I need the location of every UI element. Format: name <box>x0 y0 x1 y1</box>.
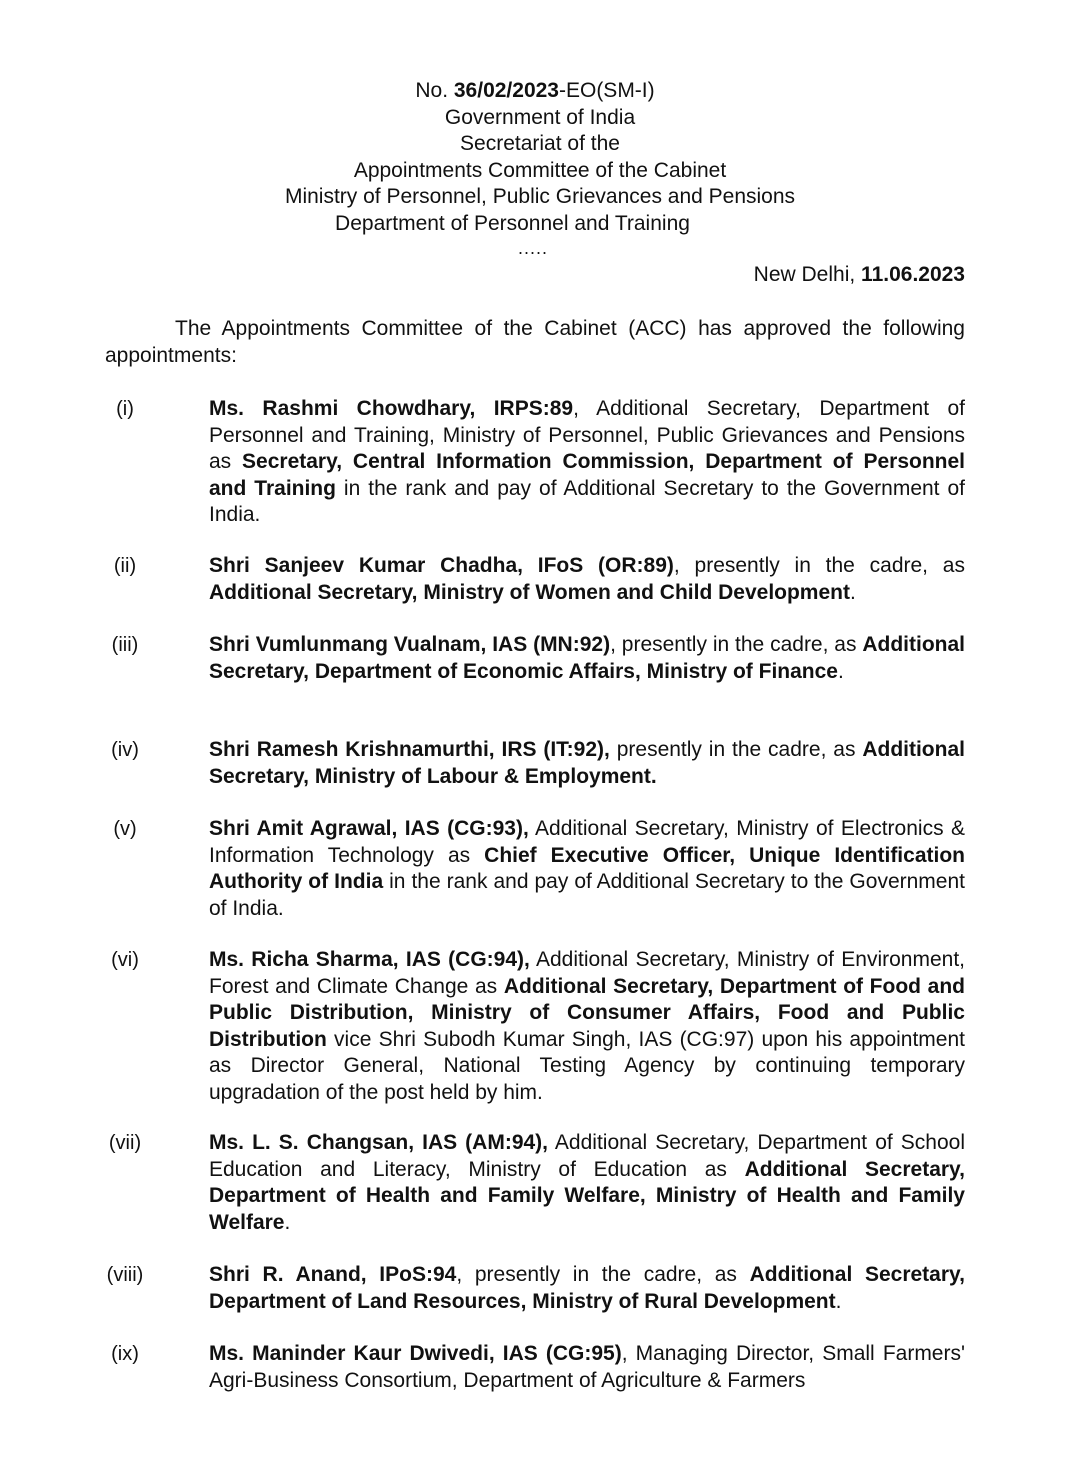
item-detail: Additional Secretary, Department of School Education and Literacy, Ministry of Education as <box>209 1131 965 1181</box>
appointee-name: Shri Amit Agrawal, IAS (CG:93), <box>209 817 529 840</box>
header-committee: Appointments Committee of the Cabinet <box>353 158 727 182</box>
header-divider-dots: ..... <box>518 238 549 258</box>
item-text <box>209 816 965 922</box>
dateline <box>754 263 965 287</box>
item-text <box>209 947 965 1106</box>
dateline-place: New Delhi, <box>753 263 862 286</box>
header-ministry: Ministry of Personnel, Public Grievances and Pensions <box>284 185 796 208</box>
item-detail: , presently in the cadre, as <box>456 1263 750 1286</box>
item-detail: , Managing Director, Small Farmers' Agri-Business Consortium, Department of Agriculture & Farmers <box>209 1342 965 1392</box>
item-detail-tail: . <box>284 1210 291 1234</box>
item-detail: , presently in the cadre, as <box>610 633 863 656</box>
appointee-name: Ms. Maninder Kaur Dwivedi, IAS (CG:95) <box>209 1342 622 1365</box>
item-detail: , presently in the cadre, as <box>673 554 965 577</box>
appointed-post: Chief Executive Officer, Unique Identification Authority of India <box>209 843 965 893</box>
item-number: (i) <box>116 398 134 420</box>
document-header <box>0 78 1080 237</box>
item-text <box>209 396 965 529</box>
order-number <box>0 78 1080 105</box>
appointed-post: Additional Secretary, Ministry of Women and Child Development <box>209 580 850 604</box>
header-government: Government of India <box>444 105 636 129</box>
appointed-post: Additional Secretary, Department of Land Resources, Ministry of Rural Development <box>209 1263 965 1313</box>
appointed-post: Secretary, Central Information Commission, Department of Personnel and Training <box>209 450 965 500</box>
order-number-prefix: No. <box>415 79 454 102</box>
appointed-post: Additional Secretary, Ministry of Labour & Employment. <box>209 738 965 788</box>
header-secretariat: Secretariat of the <box>460 132 620 155</box>
item-detail-tail: vice Shri Subodh Kumar Singh, IAS (CG:97) upon his appointment as Director General, National Testing Agency by continuing temporary upgradation of the post held by him. <box>209 1027 965 1104</box>
item-detail: presently in the cadre, as <box>609 738 863 761</box>
appointee-name: Shri Vumlunmang Vualnam, IAS (MN:92) <box>209 633 611 656</box>
appointee-name: Ms. Richa Sharma, IAS (CG:94), <box>209 948 530 971</box>
item-text <box>209 1262 965 1315</box>
header-department: Department of Personnel and Training <box>335 211 690 235</box>
appointed-post: Additional Secretary, Department of Economic Affairs, Ministry of Finance <box>209 633 965 683</box>
appointed-post: Additional Secretary, Department of Food and Public Distribution, Ministry of Consumer Affairs, Food and Public Distribution <box>209 974 965 1051</box>
item-detail-tail: . <box>835 1289 842 1313</box>
item-detail: Additional Secretary, Ministry of Electronics & Information Technology as <box>209 817 965 867</box>
order-number-suffix: -EO(SM-I) <box>558 79 655 102</box>
appointee-name: Shri R. Anand, IPoS:94 <box>209 1263 457 1286</box>
appointed-post: Additional Secretary, Department of Health and Family Welfare, Ministry of Health and Family Welfare <box>209 1157 965 1234</box>
order-number-bold: 36/02/2023 <box>453 79 559 102</box>
item-number: (v) <box>113 818 137 840</box>
item-number: (vi) <box>111 949 139 971</box>
appointee-name: Ms. Rashmi Chowdhary, IRPS:89 <box>209 397 574 420</box>
item-text <box>209 1130 965 1236</box>
item-number: (iv) <box>111 739 139 761</box>
item-detail: Additional Secretary, Ministry of Environment, Forest and Climate Change as <box>209 948 965 998</box>
item-detail-tail: . <box>838 659 844 683</box>
appointee-name: Shri Ramesh Krishnamurthi, IRS (IT:92), <box>209 738 610 761</box>
item-number: (ii) <box>113 555 137 577</box>
item-detail: , Additional Secretary, Department of Personnel and Training, Ministry of Personnel, Public Grievances and Pensions as <box>209 397 965 473</box>
item-detail-tail: in the rank and pay of Additional Secretary to the Government of India. <box>209 476 965 526</box>
item-text <box>209 1341 965 1394</box>
intro-paragraph: The Appointments Committee of the Cabinet (ACC) has approved the following appointments: <box>105 317 965 367</box>
item-detail-tail: . <box>849 580 856 604</box>
appointee-name: Ms. L. S. Changsan, IAS (AM:94), <box>209 1131 549 1154</box>
item-detail-tail: in the rank and pay of Additional Secretary to the Government of India. <box>209 870 965 920</box>
item-text <box>209 553 965 606</box>
item-number: (ix) <box>111 1343 139 1365</box>
item-text <box>209 632 965 685</box>
appointee-name: Shri Sanjeev Kumar Chadha, IFoS (OR:89) <box>209 554 674 577</box>
item-text <box>209 737 965 790</box>
item-number: (vii) <box>108 1132 142 1154</box>
item-number: (iii) <box>111 634 139 656</box>
item-number: (viii) <box>106 1264 144 1286</box>
dateline-date: 11.06.2023 <box>861 263 965 286</box>
